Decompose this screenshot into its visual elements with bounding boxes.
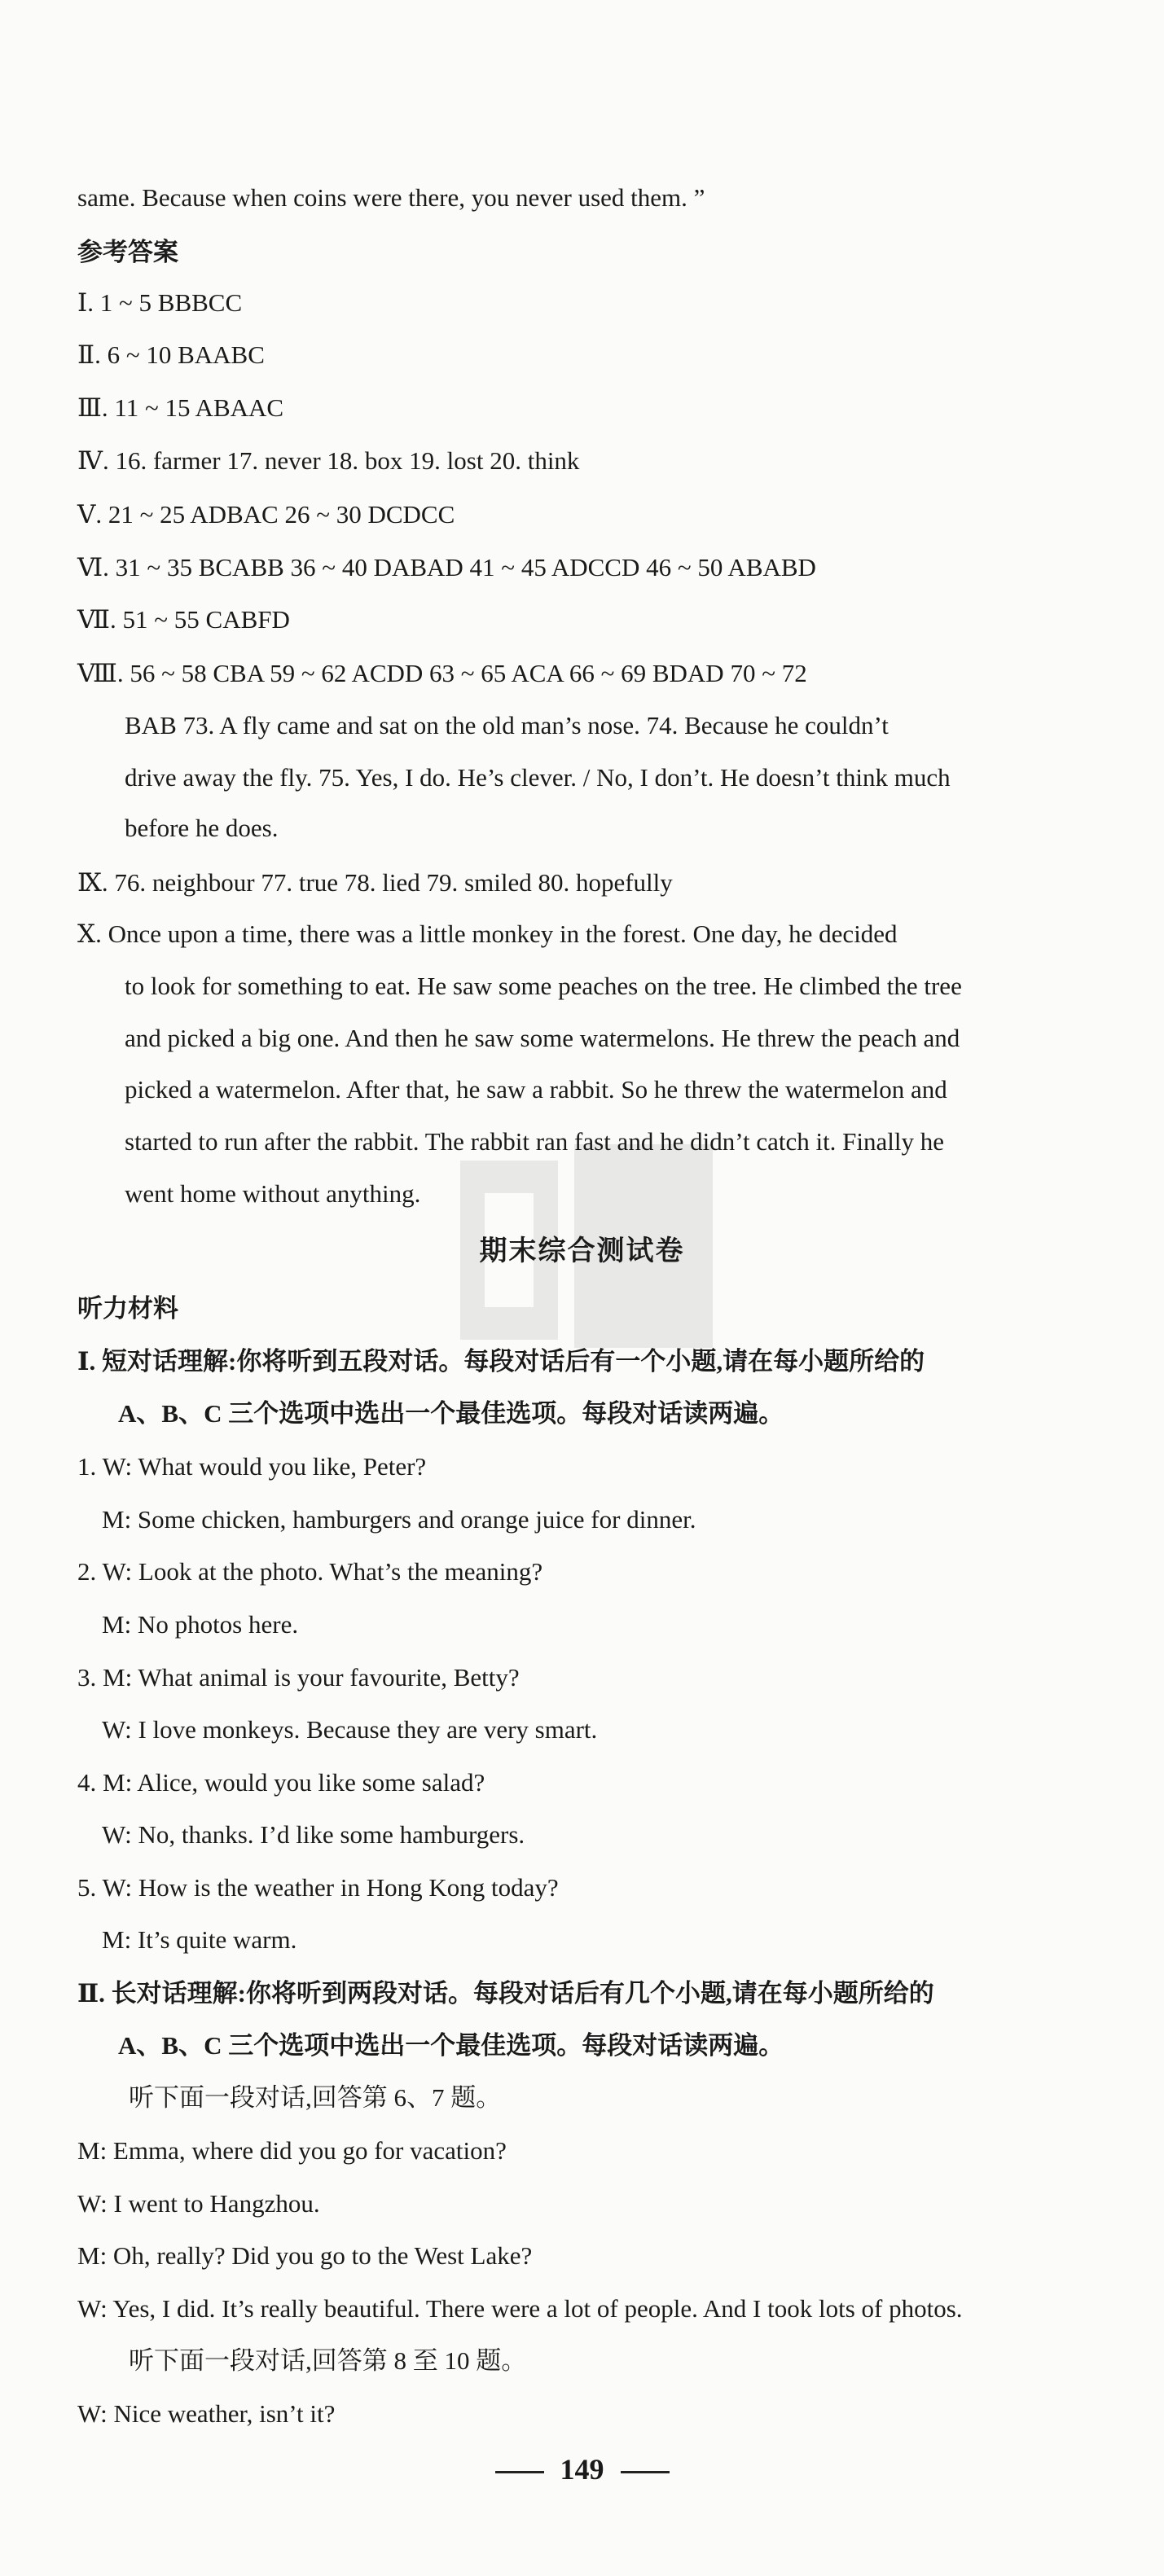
answer-row: started to run after the rabbit. The rabbit ran fast and he didn’t catch it. Finally he	[125, 1127, 945, 1156]
dialog-line: M: Emma, where did you go for vacation?	[77, 2136, 507, 2165]
section-title: 期末综合测试卷	[479, 1236, 685, 1266]
answer-row: BAB 73. A fly came and sat on the old man’s nose. 74. Because he couldn’t	[125, 711, 889, 739]
dialog-line: W: I love monkeys. Because they are very smart.	[102, 1715, 598, 1744]
answer-row: Ⅳ. 16. farmer 17. never 18. box 19. lost 20. think	[77, 446, 580, 475]
dialog-line: W: Yes, I did. It’s really beautiful. There were a lot of people. And I took lots of photos.	[77, 2294, 963, 2323]
answer-row: Ⅱ. 6 ~ 10 BAABC	[77, 340, 265, 369]
answer-row: to look for something to eat. He saw some peaches on the tree. He climbed the tree	[125, 972, 962, 1000]
dialog-line: 5. W: How is the weather in Hong Kong today?	[77, 1873, 559, 1902]
answer-row: went home without anything.	[125, 1179, 421, 1208]
intro-line: same. Because when coins were there, you never used them. ”	[77, 183, 705, 212]
dialog-line: 1. W: What would you like, Peter?	[77, 1452, 427, 1481]
answer-row: Ⅲ. 11 ~ 15 ABAAC	[77, 393, 284, 422]
dialog-line: M: Oh, really? Did you go to the West Lake?	[77, 2241, 533, 2270]
dialog-line: W: No, thanks. I’d like some hamburgers.	[102, 1820, 525, 1849]
left-dash	[495, 2471, 544, 2473]
answer-row: Ⅵ. 31 ~ 35 BCABB 36 ~ 40 DABAD 41 ~ 45 ADCCD 46 ~ 50 ABABD	[77, 553, 816, 581]
page-number: 149	[560, 2453, 604, 2486]
part1-title: A、B、C 三个选项中选出一个最佳选项。每段对话读两遍。	[118, 1399, 784, 1428]
page-number-footer	[0, 2451, 1164, 2487]
answer-row: Ⅹ. Once upon a time, there was a little monkey in the forest. One day, he decided	[77, 919, 898, 948]
answer-row: drive away the fly. 75. Yes, I do. He’s clever. / No, I don’t. He doesn’t think much	[125, 763, 951, 792]
dialog-instruction: 听下面一段对话,回答第 6、7 题。	[129, 2083, 502, 2112]
answer-row: Ⅷ. 56 ~ 58 CBA 59 ~ 62 ACDD 63 ~ 65 ACA 66 ~ 69 BDAD 70 ~ 72	[77, 659, 807, 687]
answer-row: picked a watermelon. After that, he saw a rabbit. So he threw the watermelon and	[125, 1075, 947, 1104]
dialog-instruction: 听下面一段对话,回答第 8 至 10 题。	[129, 2346, 527, 2375]
answer-row: before he does.	[125, 814, 279, 842]
dialog-line: 3. M: What animal is your favourite, Betty?	[77, 1663, 520, 1692]
answer-row: Ⅴ. 21 ~ 25 ADBAC 26 ~ 30 DCDCC	[77, 500, 455, 529]
answer-row: and picked a big one. And then he saw some watermelons. He threw the peach and	[125, 1024, 960, 1052]
dialog-line: 2. W: Look at the photo. What’s the meaning?	[77, 1557, 543, 1586]
answer-row: Ⅰ. 1 ~ 5 BBBCC	[77, 288, 243, 317]
dialog-line: M: It’s quite warm.	[102, 1925, 297, 1954]
answers-heading: 参考答案	[77, 238, 178, 266]
part1-title: Ⅰ. 短对话理解:你将听到五段对话。每段对话后有一个小题,请在每小题所给的	[77, 1347, 925, 1376]
listening-heading: 听力材料	[77, 1294, 178, 1323]
part2-title: A、B、C 三个选项中选出一个最佳选项。每段对话读两遍。	[118, 2031, 784, 2060]
dialog-line: 4. M: Alice, would you like some salad?	[77, 1768, 485, 1797]
answer-row: Ⅸ. 76. neighbour 77. true 78. lied 79. smiled 80. hopefully	[77, 868, 673, 897]
right-dash	[621, 2471, 670, 2473]
dialog-line: W: Nice weather, isn’t it?	[77, 2399, 336, 2428]
dialog-line: M: Some chicken, hamburgers and orange juice for dinner.	[102, 1505, 696, 1534]
dialog-line: M: No photos here.	[102, 1610, 299, 1639]
answer-row: Ⅶ. 51 ~ 55 CABFD	[77, 605, 290, 634]
part2-title: Ⅱ. 长对话理解:你将听到两段对话。每段对话后有几个小题,请在每小题所给的	[77, 1979, 934, 2008]
dialog-line: W: I went to Hangzhou.	[77, 2189, 320, 2218]
